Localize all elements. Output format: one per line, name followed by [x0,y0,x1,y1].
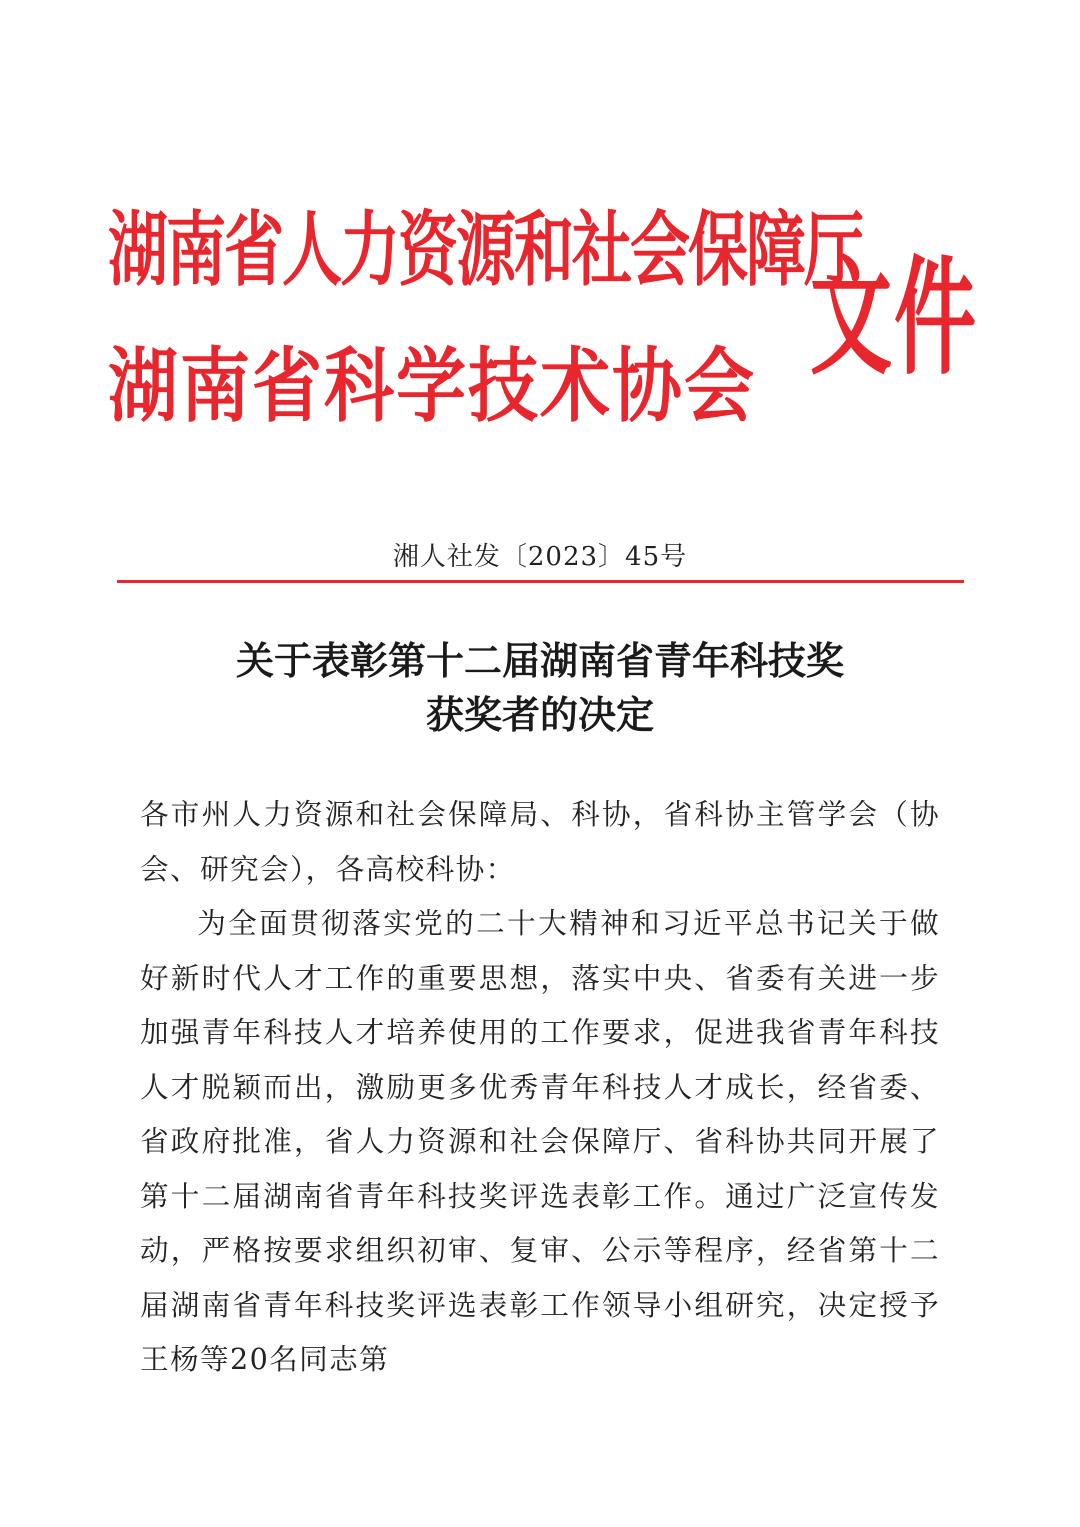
document-title-line-1: 关于表彰第十二届湖南省青年科技奖 [235,639,844,683]
document-number: 湘人社发〔2023〕45号 [392,542,688,572]
document-word: 文件 [810,245,979,394]
red-divider [117,580,964,583]
body-paragraph-1: 为全面贯彻落实党的二十大精神和习近平总书记关于做好新时代人才工作的重要思想，落实中央、省委有关进一步加强青年科技人才培养使用的工作要求，促进我省青年科技人才脱颖而出，激励更多优秀青年科技人才成长，经省委、省政府批准，省人力资源和社会保障厅、省科协共同开展了第十二届湖南省青年科技奖评选表彰工作。通过广泛宣传发动，严格按要求组织初审、复审、公示等程序，经省第十二届湖南省青年科技奖评选表彰工作领导小组研究，决定授予王杨等20名同志第 [140,906,940,1376]
issuer-line-2: 湖南省科学技术协会 [108,339,756,434]
issuer-line-1: 湖南省人力资源和社会保障厅 [108,203,862,299]
document-body [140,787,940,1387]
document-title-line-2: 获奖者的决定 [425,693,654,737]
addressee: 各市州人力资源和社会保障局、科协，省科协主管学会（协会、研究会），各高校科协： [140,797,940,886]
